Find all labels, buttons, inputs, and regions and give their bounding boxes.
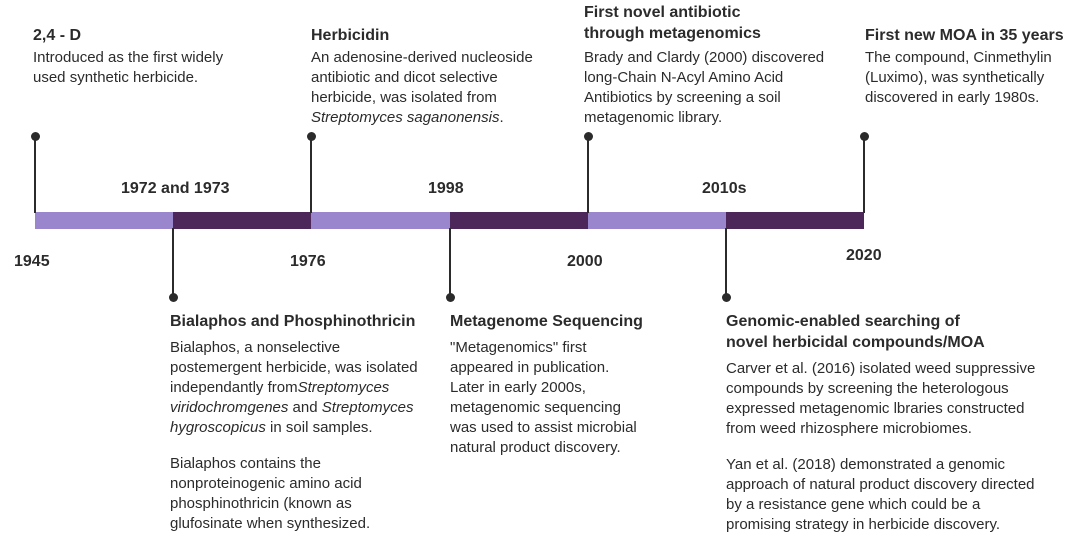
event-title-line-1: Genomic-enabled searching of [726,313,960,330]
event-title: Bialaphos and Phosphinothricin [170,313,416,330]
connector-dot-1945 [31,132,40,141]
event-1976 [311,25,576,128]
event-title-line-2: through metagenomics [584,25,761,42]
event-title: 2,4 - D [33,27,82,44]
year-label-1998: 1998 [428,180,464,197]
year-label-1972: 1972 and 1973 [121,180,230,197]
connector-1945 [34,136,36,213]
species-name: Streptomyces hygroscopicus [170,399,414,436]
species-name: Streptomyces saganonensis [311,109,500,126]
event-1945 [33,25,283,88]
connector-1998 [449,228,451,297]
connector-2020 [863,136,865,213]
connector-dot-1976 [307,132,316,141]
event-description-text: in soil samples. [265,419,373,436]
year-label-2000: 2000 [567,253,603,270]
connector-dot-1998 [446,293,455,302]
event-description-2: Bialaphos contains the nonproteinogenic amino acid phosphinothricin (known as glufosinate when synthesized. [170,455,371,532]
event-title [726,311,1076,353]
connector-dot-2010s [722,293,731,302]
event-description-text: and [288,399,322,416]
event-2010s [726,311,1076,535]
year-label-1976: 1976 [290,253,326,270]
event-description-text: An adenosine-derived nucleoside antibiotic and dicot selective herbicide, was isolated from [311,49,533,106]
event-description-2: Yan et al. (2018) demonstrated a genomic approach of natural product discovery directed by a resistance gene which could be a promising strategy in herbicide discovery. [726,456,1035,533]
event-description: Introduced as the first widely used synthetic herbicide. [33,49,224,86]
event-description-text: Bialaphos, a nonselective postemergent herbicide, was isolated independantly from [170,339,418,396]
timeline-segment-1998-2000 [450,212,588,229]
year-label-2010s: 2010s [702,180,747,197]
timeline-segment-1972-1976 [173,212,311,229]
event-title: Herbicidin [311,27,390,44]
species-name: Streptomyces viridochromgenes [170,379,390,416]
timeline-segment-1945-1972 [35,212,173,229]
timeline-segment-2010s-2020 [726,212,864,229]
connector-2010s [725,228,727,297]
connector-dot-2000 [584,132,593,141]
event-description [170,338,440,438]
connector-1972 [172,228,174,297]
connector-2000 [587,136,589,213]
event-title: First new MOA in 35 years [865,27,1064,44]
event-title-line-2: novel herbicidal compounds/MOA [726,334,985,351]
event-title [584,2,854,44]
event-title: Metagenome Sequencing [450,313,643,330]
event-1972 [170,311,440,534]
connector-dot-1972 [169,293,178,302]
event-1998 [450,311,710,458]
event-description: "Metagenomics" first appeared in publication. Later in early 2000s, metagenomic sequencing was used to assist microbial natural product discovery. [450,339,637,456]
timeline-segment-2000-2010s [588,212,726,229]
year-label-2020: 2020 [846,247,882,264]
event-2000 [584,2,854,128]
event-description: Carver et al. (2016) isolated weed suppressive compounds by screening the heterologous expressed metagenomic lbraries constructed from weed rhizosphere microbiomes. [726,360,1036,437]
event-description: Brady and Clardy (2000) discovered long-Chain N-Acyl Amino Acid Antibiotics by screening a soil metagenomic library. [584,49,825,126]
event-description [311,48,576,128]
year-label-1945: 1945 [14,253,50,270]
connector-1976 [310,136,312,213]
event-description: The compound, Cinmethylin (Luximo), was synthetically discovered in early 1980s. [865,49,1052,106]
timeline-segment-1976-1998 [311,212,450,229]
event-title-line-1: First novel antibiotic [584,4,741,21]
event-2020 [865,25,1080,108]
event-description-tail: . [499,109,504,126]
connector-dot-2020 [860,132,869,141]
